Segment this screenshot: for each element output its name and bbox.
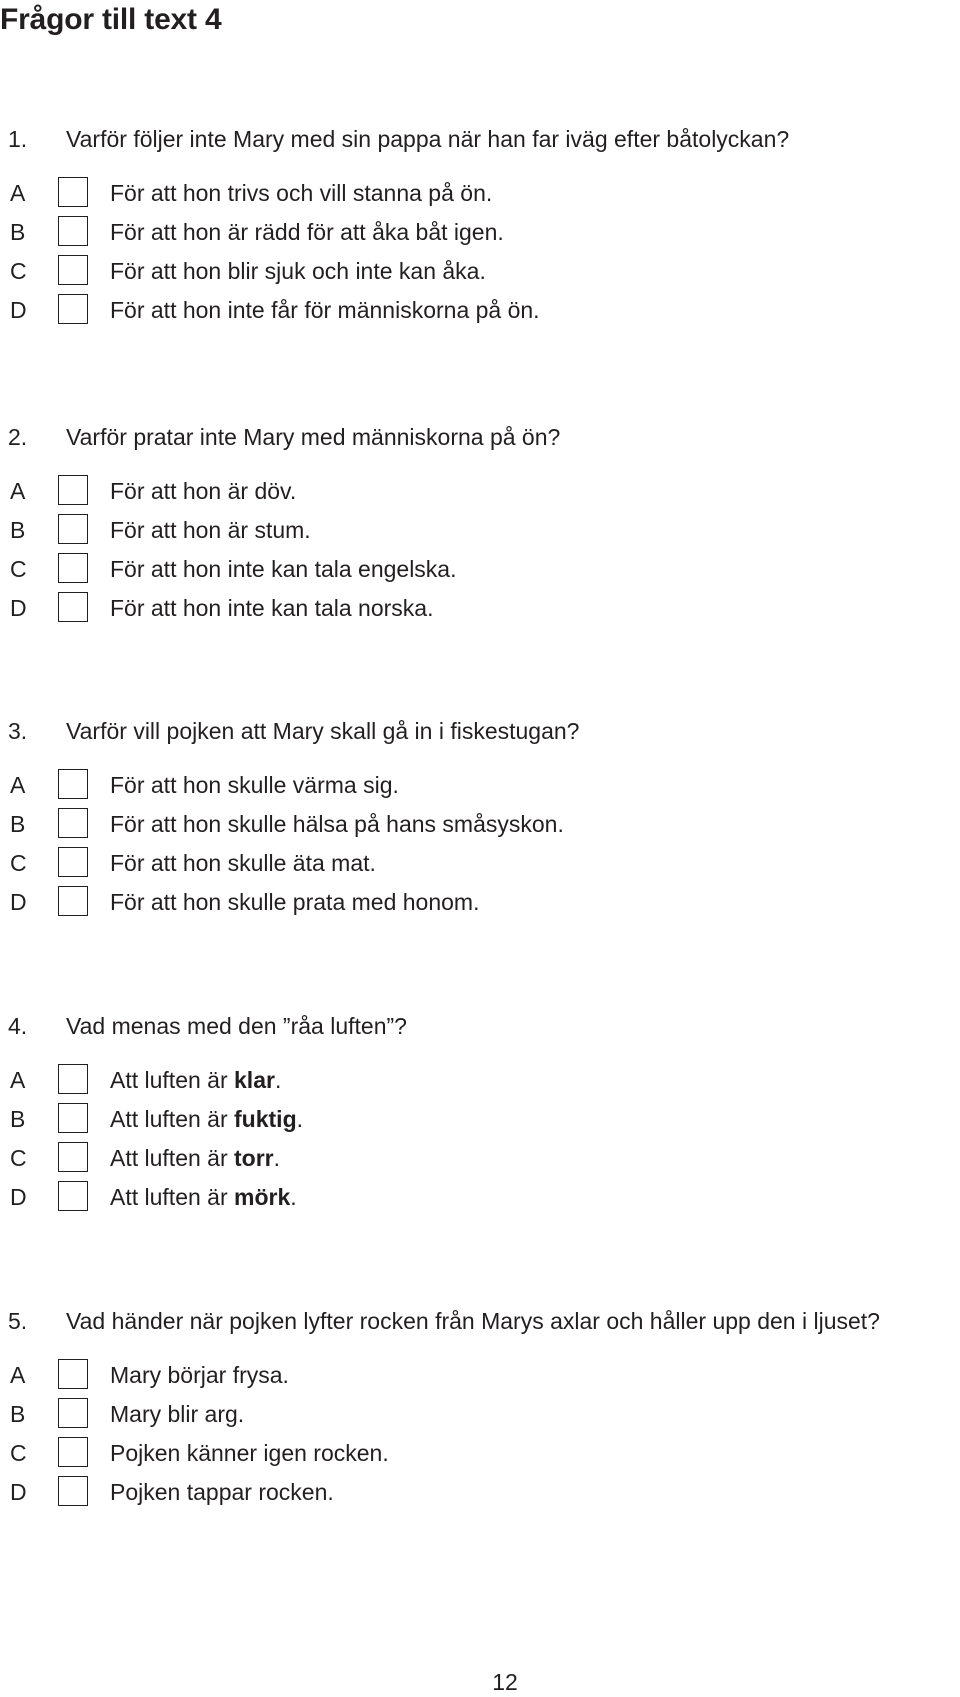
question-5 [0, 1302, 960, 1512]
checkbox-icon[interactable] [58, 808, 88, 838]
option-letter: D [10, 1184, 27, 1210]
checkbox-icon[interactable] [58, 886, 88, 916]
checkbox-icon[interactable] [58, 255, 88, 285]
option-letter: D [10, 1479, 27, 1505]
question-text: Varför vill pojken att Mary skall gå in i fiskestugan? [66, 718, 580, 744]
checkbox-icon[interactable] [58, 1476, 88, 1506]
option-b [0, 805, 960, 844]
checkbox-icon[interactable] [58, 177, 88, 207]
page-number: 12 [492, 1669, 518, 1695]
option-text: För att hon inte kan tala engelska. [110, 556, 457, 582]
option-text: Att luften är klar. [110, 1067, 282, 1093]
answer-options [0, 1061, 960, 1217]
checkbox-icon[interactable] [58, 294, 88, 324]
question-text: Vad händer när pojken lyfter rocken från Marys axlar och håller upp den i ljuset? [66, 1308, 880, 1334]
option-letter: D [10, 595, 27, 621]
question-2 [0, 418, 960, 628]
option-a [0, 174, 960, 213]
option-text: Att luften är mörk. [110, 1184, 297, 1210]
option-letter: C [10, 1145, 27, 1171]
option-letter: A [10, 772, 26, 798]
question-text: Varför pratar inte Mary med människorna på ön? [66, 424, 561, 450]
checkbox-icon[interactable] [58, 1398, 88, 1428]
question-header [0, 120, 960, 158]
option-letter: B [10, 1401, 26, 1427]
option-text: För att hon skulle prata med honom. [110, 889, 480, 915]
option-d [0, 589, 960, 628]
option-letter: B [10, 811, 26, 837]
answer-options [0, 174, 960, 330]
checkbox-icon[interactable] [58, 1359, 88, 1389]
checkbox-icon[interactable] [58, 1181, 88, 1211]
option-text: Mary börjar frysa. [110, 1362, 289, 1388]
option-letter: B [10, 1106, 26, 1132]
option-text: För att hon är stum. [110, 517, 311, 543]
option-text: För att hon trivs och vill stanna på ön. [110, 180, 493, 206]
question-text: Varför följer inte Mary med sin pappa när han far iväg efter båtolyckan? [66, 126, 790, 152]
option-letter: C [10, 850, 27, 876]
option-a [0, 1061, 960, 1100]
checkbox-icon[interactable] [58, 514, 88, 544]
question-4 [0, 1007, 960, 1217]
question-header [0, 712, 960, 750]
option-c [0, 1139, 960, 1178]
checkbox-icon[interactable] [58, 592, 88, 622]
checkbox-icon[interactable] [58, 1142, 88, 1172]
option-d [0, 291, 960, 330]
option-b [0, 213, 960, 252]
page-title: Frågor till text 4 [0, 3, 222, 36]
option-text: För att hon blir sjuk och inte kan åka. [110, 258, 486, 284]
option-letter: B [10, 517, 26, 543]
option-d [0, 1178, 960, 1217]
option-letter: A [10, 1362, 26, 1388]
question-header [0, 1007, 960, 1045]
checkbox-icon[interactable] [58, 1064, 88, 1094]
option-letter: D [10, 297, 27, 323]
question-number: 5. [8, 1308, 28, 1334]
option-text: Att luften är fuktig. [110, 1106, 304, 1132]
checkbox-icon[interactable] [58, 1437, 88, 1467]
option-a [0, 1356, 960, 1395]
checkbox-icon[interactable] [58, 769, 88, 799]
option-letter: C [10, 556, 27, 582]
question-number: 3. [8, 718, 28, 744]
option-d [0, 1473, 960, 1512]
option-text: För att hon inte kan tala norska. [110, 595, 434, 621]
question-3 [0, 712, 960, 922]
option-c [0, 1434, 960, 1473]
option-c [0, 550, 960, 589]
checkbox-icon[interactable] [58, 553, 88, 583]
option-letter: A [10, 478, 26, 504]
option-letter: D [10, 889, 27, 915]
question-number: 1. [8, 126, 28, 152]
answer-options [0, 1356, 960, 1512]
option-text: Mary blir arg. [110, 1401, 245, 1427]
option-b [0, 511, 960, 550]
option-text: Att luften är torr. [110, 1145, 281, 1171]
question-1 [0, 120, 960, 330]
question-number: 4. [8, 1013, 28, 1039]
question-number: 2. [8, 424, 28, 450]
option-a [0, 766, 960, 805]
question-header [0, 1302, 960, 1340]
option-d [0, 883, 960, 922]
checkbox-icon[interactable] [58, 216, 88, 246]
option-text: Pojken tappar rocken. [110, 1479, 334, 1505]
option-letter: C [10, 1440, 27, 1466]
option-text: För att hon är rädd för att åka båt igen. [110, 219, 504, 245]
option-text: För att hon inte får för människorna på ön. [110, 297, 540, 323]
option-text: För att hon skulle äta mat. [110, 850, 376, 876]
option-text: För att hon är döv. [110, 478, 297, 504]
option-a [0, 472, 960, 511]
option-text: För att hon skulle värma sig. [110, 772, 399, 798]
answer-options [0, 766, 960, 922]
checkbox-icon[interactable] [58, 475, 88, 505]
option-b [0, 1100, 960, 1139]
option-b [0, 1395, 960, 1434]
option-letter: A [10, 180, 26, 206]
option-letter: C [10, 258, 27, 284]
option-text: För att hon skulle hälsa på hans småsyskon. [110, 811, 564, 837]
option-c [0, 252, 960, 291]
question-text: Vad menas med den ”råa luften”? [66, 1013, 407, 1039]
option-text: Pojken känner igen rocken. [110, 1440, 389, 1466]
answer-options [0, 472, 960, 628]
question-header [0, 418, 960, 456]
checkbox-icon[interactable] [58, 847, 88, 877]
option-letter: B [10, 219, 26, 245]
option-letter: A [10, 1067, 26, 1093]
option-c [0, 844, 960, 883]
checkbox-icon[interactable] [58, 1103, 88, 1133]
